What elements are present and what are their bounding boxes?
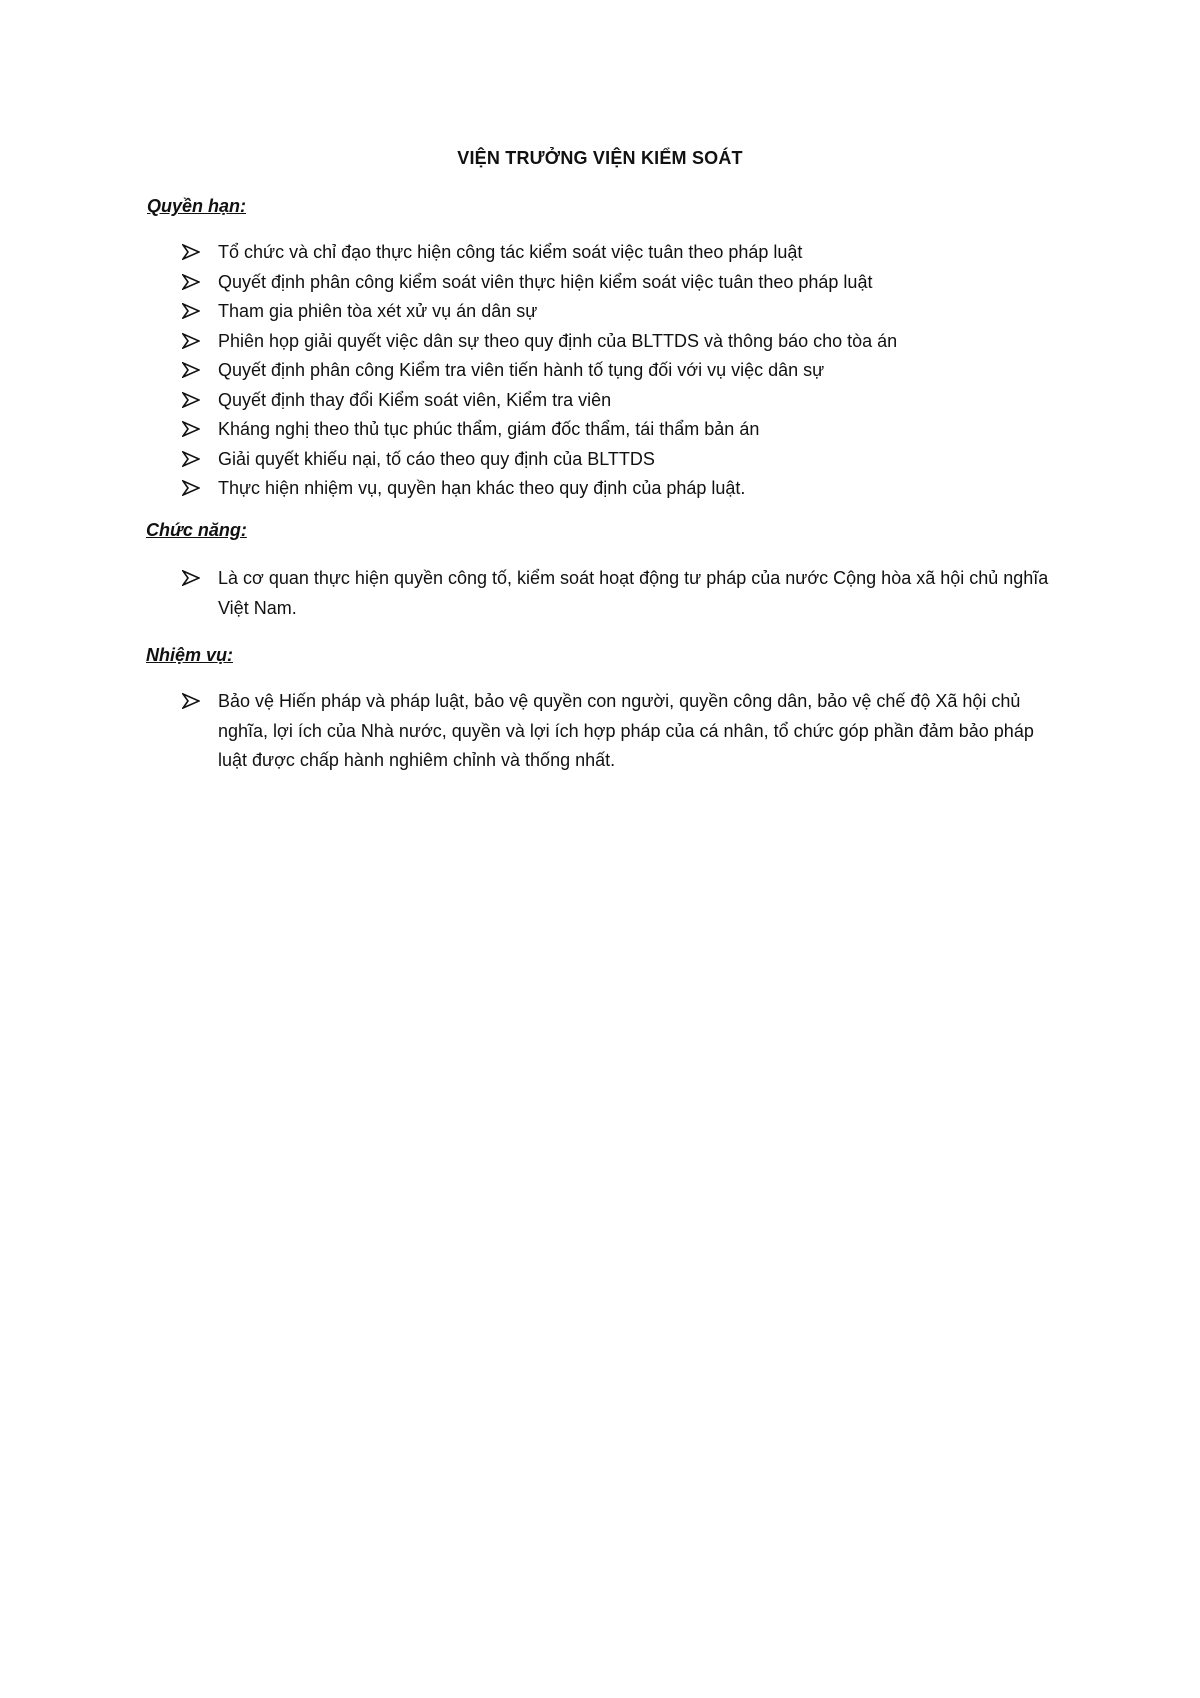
list-item-text: Bảo vệ Hiến pháp và pháp luật, bảo vệ quyền con người, quyền công dân, bảo vệ chế độ Xã hội chủ nghĩa, lợi ích của Nhà nước, quyền và lợi ích hợp pháp của cá nhân, tổ chức góp phần đảm bảo pháp luật được chấp hành nghiêm chỉnh và thống nhất. xyxy=(218,691,1034,770)
arrow-bullet-icon xyxy=(182,303,200,319)
chuc-nang-list xyxy=(182,564,1062,623)
list-item-text: Quyết định phân công Kiểm tra viên tiến hành tố tụng đối với vụ việc dân sự xyxy=(218,360,825,380)
list-item xyxy=(182,238,1062,268)
arrow-bullet-icon xyxy=(182,392,200,408)
list-item-text: Phiên họp giải quyết việc dân sự theo quy định của BLTTDS và thông báo cho tòa án xyxy=(218,330,898,351)
arrow-bullet-icon xyxy=(182,451,200,467)
arrow-bullet-icon xyxy=(182,480,200,496)
arrow-bullet-icon xyxy=(182,333,200,349)
list-item xyxy=(182,297,1062,327)
list-item xyxy=(182,474,1062,504)
arrow-bullet-icon xyxy=(182,362,200,378)
section-heading-nhiem-vu: Nhiệm vụ: xyxy=(146,645,234,665)
list-item xyxy=(182,564,1062,623)
list-item-text: Giải quyết khiếu nại, tố cáo theo quy định của BLTTDS xyxy=(218,448,655,469)
list-item-text: Tham gia phiên tòa xét xử vụ án dân sự xyxy=(218,301,538,321)
list-item xyxy=(182,386,1062,416)
quyen-han-list xyxy=(182,238,1062,504)
list-item-text: Thực hiện nhiệm vụ, quyền hạn khác theo quy định của pháp luật. xyxy=(218,478,746,498)
list-item xyxy=(182,445,1062,475)
nhiem-vu-list xyxy=(182,687,1062,776)
document-title: VIỆN TRƯỞNG VIỆN KIỂM SOÁT xyxy=(457,148,743,168)
list-item-text: Quyết định thay đổi Kiểm soát viên, Kiểm tra viên xyxy=(218,389,612,410)
arrow-bullet-icon xyxy=(182,570,200,586)
section-heading-chuc-nang: Chức năng: xyxy=(146,520,247,540)
arrow-bullet-icon xyxy=(182,421,200,437)
list-item-text: Là cơ quan thực hiện quyền công tố, kiểm soát hoạt động tư pháp của nước Cộng hòa xã hội chủ nghĩa Việt Nam. xyxy=(218,568,1049,618)
list-item xyxy=(182,687,1062,776)
section-heading-quyen-han: Quyền hạn: xyxy=(147,196,247,216)
arrow-bullet-icon xyxy=(182,274,200,290)
list-item-text: Quyết định phân công kiểm soát viên thực hiện kiểm soát việc tuân theo pháp luật xyxy=(218,271,873,292)
list-item-text: Kháng nghị theo thủ tục phúc thẩm, giám đốc thẩm, tái thẩm bản án xyxy=(218,419,760,439)
list-item-text: Tổ chức và chỉ đạo thực hiện công tác kiểm soát việc tuân theo pháp luật xyxy=(218,242,803,262)
list-item xyxy=(182,327,1062,357)
list-item xyxy=(182,268,1062,298)
arrow-bullet-icon xyxy=(182,244,200,260)
list-item xyxy=(182,415,1062,445)
arrow-bullet-icon xyxy=(182,693,200,709)
list-item xyxy=(182,356,1062,386)
